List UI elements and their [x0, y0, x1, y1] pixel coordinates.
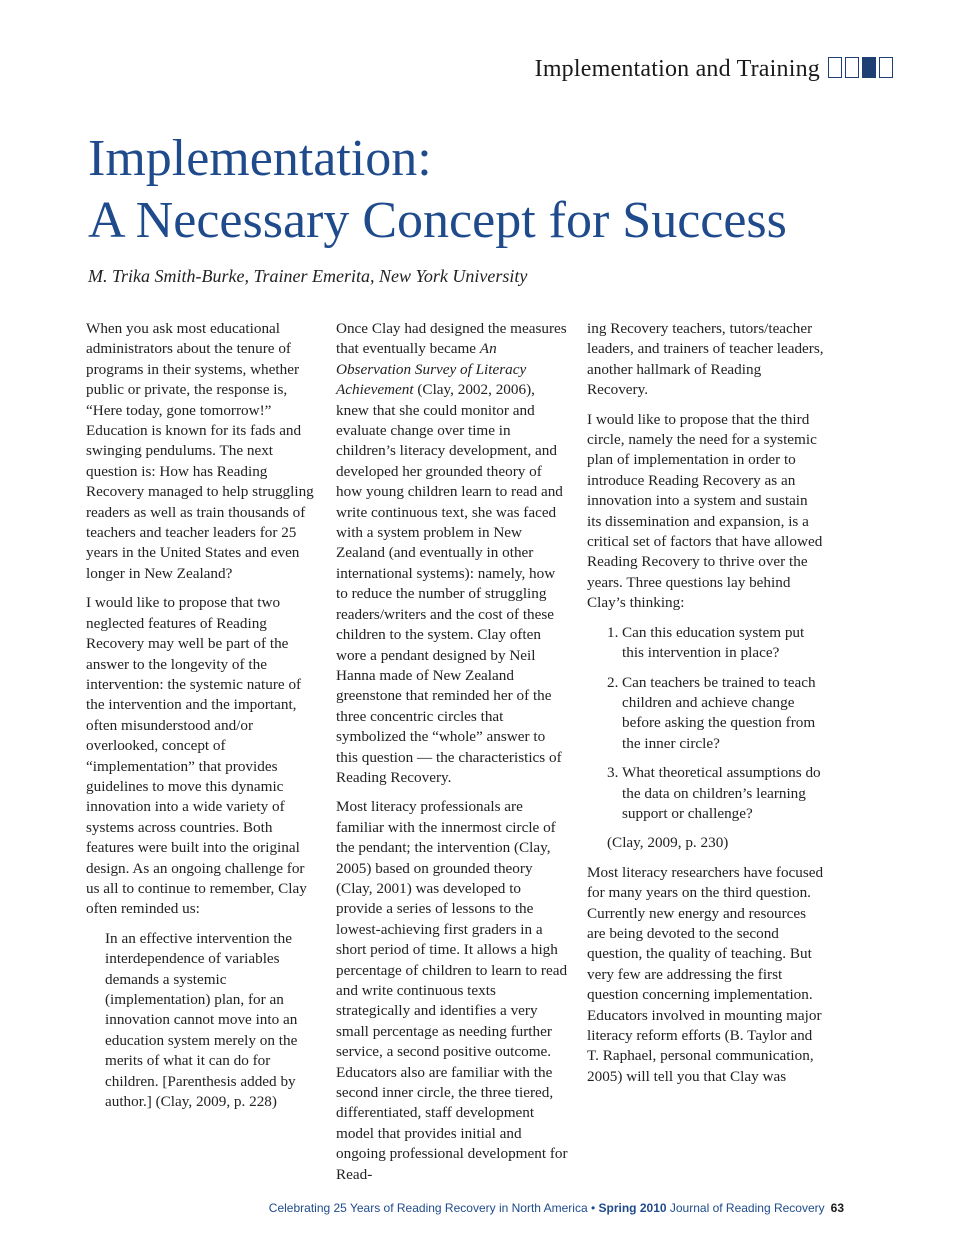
section-header: Implementation and Training	[534, 56, 820, 82]
list-item: 2. Can teachers be trained to teach children and achieve change before asking the question from the inner circle?	[607, 673, 816, 752]
article-title-line-1: Implementation:	[88, 130, 432, 187]
list-item: 3. What theoretical assumptions do the data on children’s learning support or challenge?	[607, 764, 821, 822]
citation: (Clay, 2009, p. 230)	[607, 834, 729, 852]
paragraph: I would like to propose that the third circle, namely the need for a systemic plan of implementation in order to introduce Reading Recovery as an innovation into a system and sustain its dissemination and expansion, is a critical set of factors that have allowed Reading Recovery to thrive over the years. Three questions lay behind Clay’s thinking:	[587, 410, 823, 612]
list-number: 1.	[607, 623, 619, 641]
cited-book-title: An Observation Survey of Literacy Achievement	[336, 340, 527, 399]
section-box-2	[845, 57, 859, 78]
list-number: 2.	[607, 673, 619, 691]
section-box-3-active	[862, 57, 876, 78]
paragraph: When you ask most educational administrators about the tenure of programs in their systems, whether public or private, the response is, “Here today, gone tomorrow!” Education is known for its fads and swinging pendulums. The next question is: How has Reading Recovery managed to help struggling readers as well as train thousands of teachers and teacher leaders for 25 years in the United States and even longer in New Zealand?	[86, 320, 314, 582]
article-title-line-2: A Necessary Concept for Success	[88, 192, 787, 249]
list-number: 3.	[607, 764, 619, 782]
section-box-1	[828, 57, 842, 78]
paragraph: ing Recovery teachers, tutors/teacher leaders, and trainers of teacher leaders, another hallmark of Reading Recovery.	[587, 320, 824, 399]
paragraph: Most literacy professionals are familiar with the innermost circle of the pendant; the intervention (Clay, 2005) based on grounded theory (Clay, 2001) was developed to provide a series of lessons to the lowest-achieving first graders in a short period of time. It allows a high percentage of children to learn to read and write continuous texts strategically and identifies a very small percentage as needing further service, a second positive outcome. Educators also are familiar with the second inner circle, the three tiered, differentiated, staff development model that provides initial and ongoing professional development for Read-	[336, 798, 568, 1183]
page-number: 63	[830, 1201, 844, 1215]
section-indicator-boxes	[828, 57, 893, 78]
text-column-1	[86, 319, 318, 1121]
paragraph: Most literacy researchers have focused for many years on the third question. Currently new energy and resources are being devoted to the second question, the quality of teaching. But very few are addressing the first question concerning implementation. Educators involved in mounting major literacy reform efforts (B. Taylor and T. Raphael, personal communication, 2005) will tell you that Clay was	[587, 863, 824, 1085]
questions-list	[587, 623, 825, 825]
paragraph: I would like to propose that two neglected features of Reading Recovery may well be part of the answer to the longevity of the intervention: the systemic nature of the intervention and the important, often misunderstood and/or overlooked, concept of “implementation” that provides guidelines to move this dynamic innovation into a wide variety of systems across countries. Both features were built into the original design. As an ongoing challenge for us all to continue to remember, Clay often reminded us:	[86, 594, 307, 918]
issue-label: Spring 2010	[598, 1201, 667, 1215]
list-item: 1. Can this education system put this intervention in place?	[607, 623, 805, 662]
article-title	[88, 128, 787, 252]
section-box-4	[879, 57, 893, 78]
text-column-2	[336, 319, 570, 1194]
text-column-3	[587, 319, 825, 1096]
paragraph: Once Clay had designed the measures that eventually became An Observation Survey of Literacy Achievement (Clay, 2002, 2006), knew that she could monitor and evaluate change over time in children’s literacy development, and developed her grounded theory of how young children learn to read and write continuous text, she was faced with a system problem in New Zealand (and eventually in other international systems): namely, how to reduce the number of struggling readers/writers and the cost of these children to the system. Clay often wore a pendant designed by Neil Hanna made of New Zealand greenstone that reminded her of the three concentric circles that symbolized the “whole” answer to this question — the characteristics of Reading Recovery.	[336, 320, 567, 786]
page-footer: Celebrating 25 Years of Reading Recovery in North America • Spring 2010 Journal of Reading Recovery 63	[268, 1201, 844, 1215]
block-quote: In an effective intervention the interdependence of variables demands a systemic (implementation) plan, for an innovation cannot move into an education system merely on the merits of what it can do for children. [Parenthesis added by author.] (Clay, 2009, p. 228)	[105, 929, 298, 1111]
article-byline: M. Trika Smith-Burke, Trainer Emerita, New York University	[88, 266, 528, 286]
